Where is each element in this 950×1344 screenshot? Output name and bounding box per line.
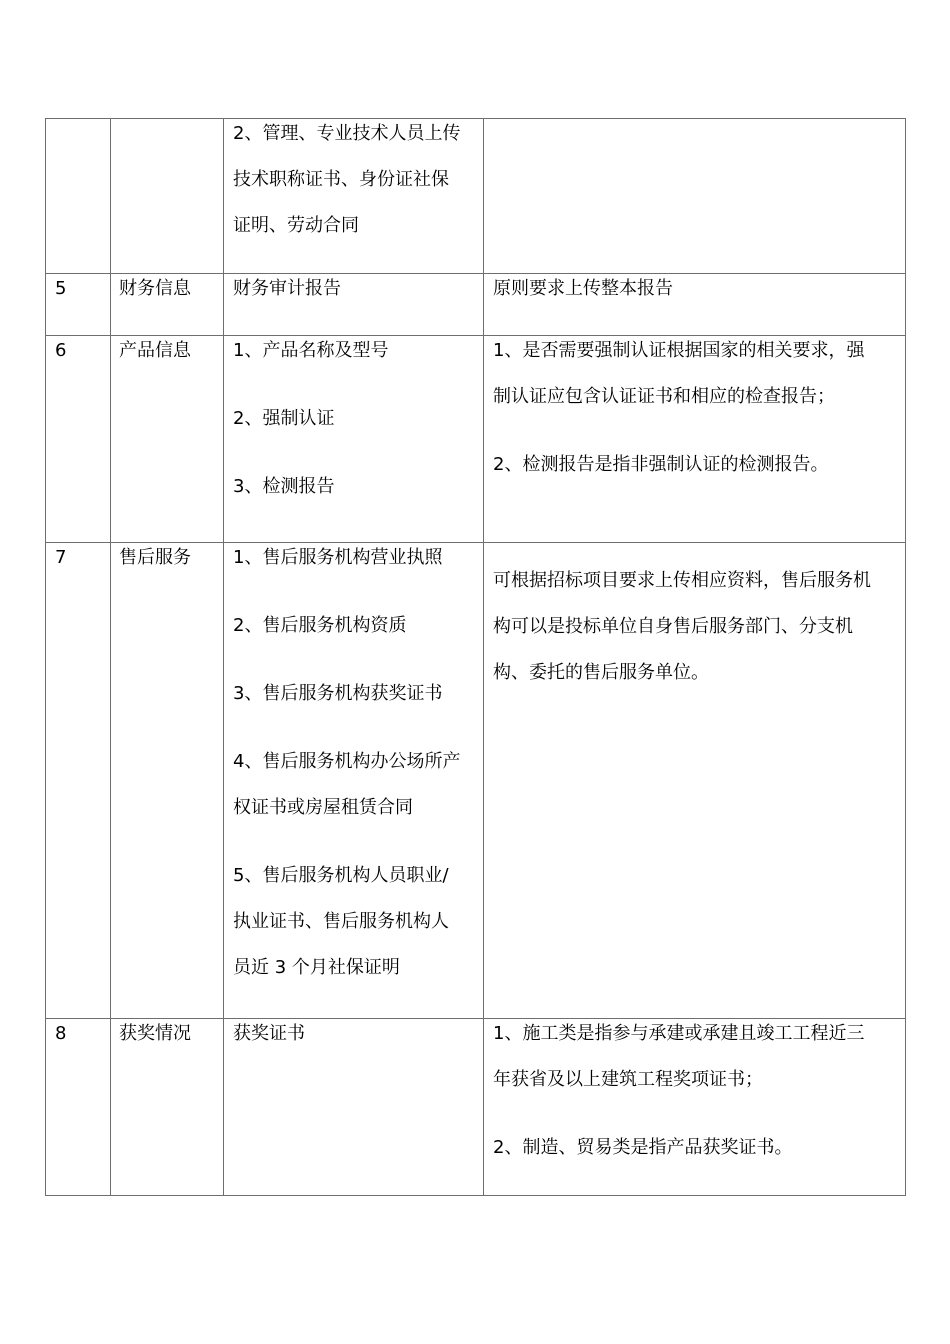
category-cell: 售后服务 (111, 543, 224, 1019)
row-number-cell: 6 (46, 336, 111, 543)
notes-line: 年获省及以上建筑工程奖项证书； (493, 1069, 763, 1090)
materials-cell (224, 274, 484, 336)
materials-line: 权证书或房屋租赁合同 (233, 797, 413, 818)
materials-cell (224, 119, 484, 274)
notes-line: 2、制造、贸易类是指产品获奖证书。 (493, 1137, 793, 1158)
notes-cell (484, 336, 906, 543)
table-row (46, 336, 906, 543)
materials-cell (224, 336, 484, 543)
materials-item: 3、检测报告 (233, 476, 335, 497)
notes-cell (484, 543, 906, 1019)
category-cell: 获奖情况 (111, 1019, 224, 1196)
notes-cell (484, 1019, 906, 1196)
materials-item: 2、强制认证 (233, 408, 335, 429)
materials-item: 3、售后服务机构获奖证书 (233, 683, 443, 704)
notes-line: 2、检测报告是指非强制认证的检测报告。 (493, 454, 829, 475)
paragraph-gap (493, 1113, 899, 1135)
notes-cell (484, 274, 906, 336)
materials-item: 1、产品名称及型号 (233, 340, 389, 361)
category-cell: 财务信息 (111, 274, 224, 336)
materials-cell (224, 543, 484, 1019)
table-row-continuation (46, 119, 906, 274)
row-number-cell: 7 (46, 543, 111, 1019)
materials-line: 员近 3 个月社保证明 (233, 957, 400, 978)
row-number-cell (46, 119, 111, 274)
materials-item: 1、售后服务机构营业执照 (233, 547, 443, 568)
materials-line: 财务审计报告 (233, 278, 341, 299)
row-number-cell: 5 (46, 274, 111, 336)
materials-line: 执业证书、售后服务机构人 (233, 911, 449, 932)
materials-line: 获奖证书 (233, 1023, 305, 1044)
category-cell (111, 119, 224, 274)
table-row (46, 1019, 906, 1196)
notes-line: 1、施工类是指参与承建或承建且竣工工程近三 (493, 1023, 865, 1044)
paragraph-gap (493, 430, 899, 452)
materials-line: 4、售后服务机构办公场所产 (233, 751, 461, 772)
notes-cell (484, 119, 906, 274)
category-cell: 产品信息 (111, 336, 224, 543)
materials-item: 2、售后服务机构资质 (233, 615, 407, 636)
notes-line: 制认证应包含认证证书和相应的检查报告； (493, 386, 835, 407)
materials-line: 技术职称证书、身份证社保 (233, 169, 449, 190)
notes-line: 1、是否需要强制认证根据国家的相关要求，强 (493, 340, 865, 361)
notes-line: 可根据招标项目要求上传相应资料，售后服务机 (493, 570, 871, 591)
notes-line: 构、委托的售后服务单位。 (493, 662, 709, 683)
requirements-table (45, 118, 906, 1196)
materials-line: 证明、劳动合同 (233, 215, 359, 236)
materials-cell (224, 1019, 484, 1196)
table-row (46, 543, 906, 1019)
table-row (46, 274, 906, 336)
materials-line: 2、管理、专业技术人员上传 (233, 123, 461, 144)
materials-line: 5、售后服务机构人员职业/ (233, 865, 449, 886)
notes-line: 构可以是投标单位自身售后服务部门、分支机 (493, 616, 853, 637)
paragraph-gap (233, 841, 477, 863)
notes-line: 原则要求上传整本报告 (493, 278, 673, 299)
row-number-cell: 8 (46, 1019, 111, 1196)
